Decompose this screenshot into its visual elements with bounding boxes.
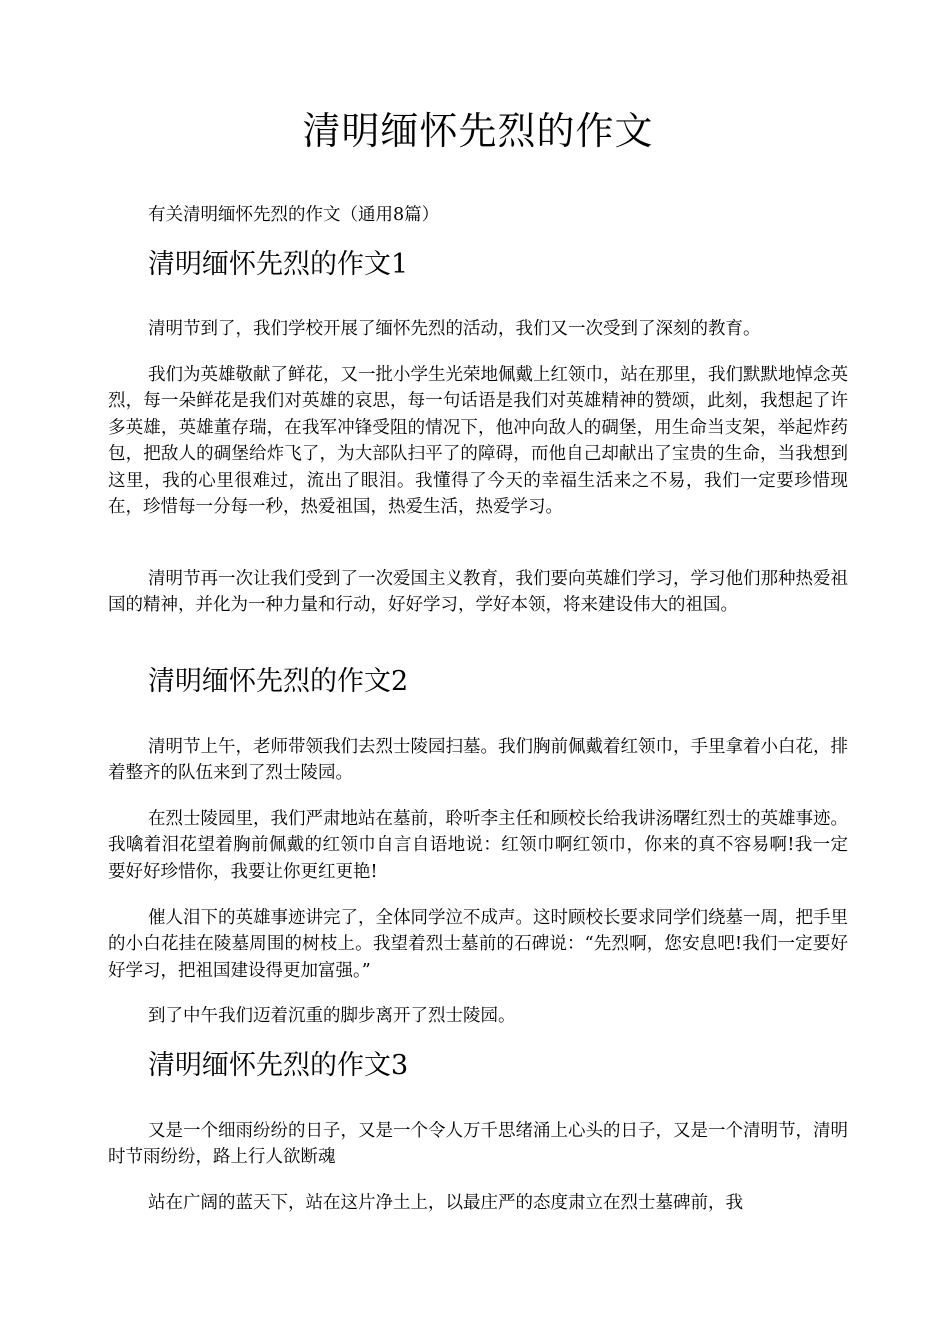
- section-3-paragraph-1: 又是一个细雨纷纷的日子，又是一个令人万千思绪涌上心头的日子，又是一个清明节，清明时节雨纷纷，路上行人欲断魂: [108, 1121, 848, 1168]
- section-heading-1: 清明缅怀先烈的作文1: [148, 249, 409, 280]
- section-1-paragraph-3: 清明节再一次让我们受到了一次爱国主义教育，我们要向英雄们学习，学习他们那种热爱祖国的精神，并化为一种力量和行动，好好学习，学好本领，将来建设伟大的祖国。: [108, 569, 848, 616]
- section-heading-3: 清明缅怀先烈的作文3: [148, 1050, 409, 1081]
- section-2-paragraph-4: 到了中午我们迈着沉重的脚步离开了烈士陵园。: [148, 1006, 516, 1026]
- section-1-paragraph-2: 我们为英雄敬献了鲜花，又一批小学生光荣地佩戴上红领巾，站在那里，我们默默地悼念英烈，每一朵鲜花是我们对英雄的哀思，每一句话语是我们对英雄精神的赞颂，此刻，我想起了许多英雄，英雄董存瑞，在我军冲锋受阻的情况下，他冲向敌人的碉堡，用生命当支架，举起炸药包，把敌人的碉堡给炸飞了，为大部队扫平了的障碍，而他自己却献出了宝贵的生命，当我想到这里，我的心里很难过，流出了眼泪。我懂得了今天的幸福生活来之不易，我们一定要珍惜现在，珍惜每一分每一秒，热爱祖国，热爱生活，热爱学习。: [108, 365, 848, 518]
- section-2-paragraph-3: 催人泪下的英雄事迹讲完了，全体同学泣不成声。这时顾校长要求同学们绕墓一周，把手里的小白花挂在陵墓周围的树枝上。我望着烈士墓前的石碑说：“先烈啊，您安息吧!我们一定要好好学习，把祖国建设得更加富强。”: [108, 908, 848, 981]
- section-3-paragraph-2: 站在广阔的蓝天下，站在这片净土上，以最庄严的态度肃立在烈士墓碑前，我: [148, 1193, 743, 1213]
- section-heading-2: 清明缅怀先烈的作文2: [148, 666, 409, 697]
- document-subtitle: 有关清明缅怀先烈的作文（通用8篇）: [148, 205, 440, 225]
- section-1-paragraph-1: 清明节到了，我们学校开展了缅怀先烈的活动，我们又一次受到了深刻的教育。: [148, 319, 761, 339]
- document-title: 清明缅怀先烈的作文: [302, 109, 654, 153]
- section-2-paragraph-2: 在烈士陵园里，我们严肃地站在墓前，聆听李主任和顾校长给我讲汤曙红烈士的英雄事迹。我噙着泪花望着胸前佩戴的红领巾自言自语地说：红领巾啊红领巾，你来的真不容易啊!我一定要好好珍惜你，我要让你更红更艳!: [108, 809, 848, 882]
- section-2-paragraph-1: 清明节上午，老师带领我们去烈士陵园扫墓。我们胸前佩戴着红领巾，手里拿着小白花，排着整齐的队伍来到了烈士陵园。: [108, 737, 848, 784]
